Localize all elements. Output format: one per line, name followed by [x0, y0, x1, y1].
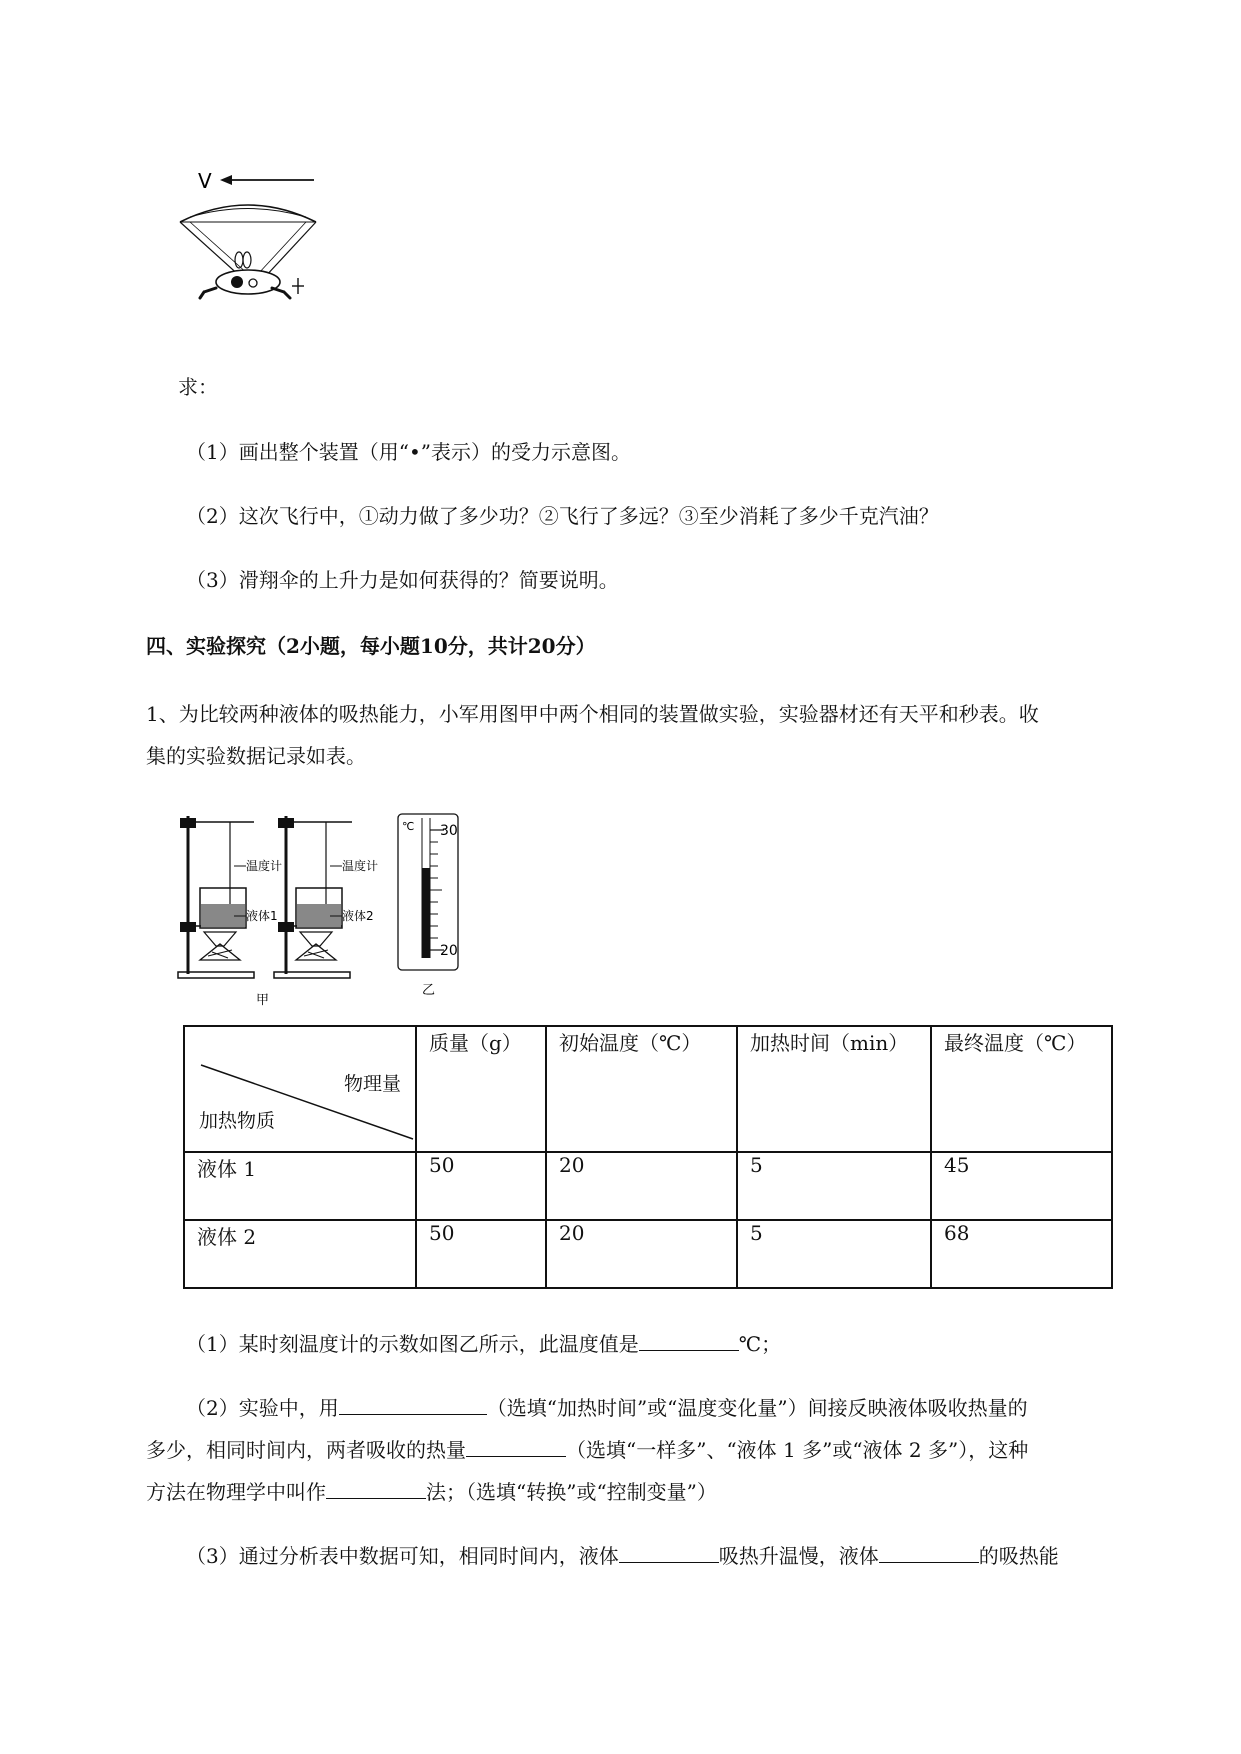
question-2: （2）这次飞行中，①动力做了多少功？②飞行了多远？③至少消耗了多少千克汽油？ [186, 504, 939, 528]
sub-question-2-line2: 多少，相同时间内，两者吸收的热量 （选填“一样多”、“液体 1 多”或“液体 2 多”），这种 [146, 1434, 1028, 1464]
thermometer-scale [398, 814, 458, 970]
header-heating-time: 加热时间（min） [737, 1026, 931, 1152]
liquid-label-1: 液体1 [246, 909, 278, 923]
canopy [180, 205, 316, 222]
apparatus-2 [274, 816, 378, 978]
header-mass: 质量（g） [416, 1026, 546, 1152]
section-heading: 四、实验探究（2小题，每小题10分，共计20分） [146, 634, 596, 658]
sub-question-2-line1: （2）实验中，用 （选填“加热时间”或“温度变化量”）间接反映液体吸收热量的 [186, 1392, 1028, 1422]
table-row [184, 1152, 1112, 1220]
answer-blank[interactable] [619, 1540, 719, 1563]
diag-bottom-label: 加热物质 [199, 1110, 276, 1132]
table-cell: 68 [931, 1220, 1112, 1288]
intro-text: 求： [178, 375, 218, 399]
diag-top-label: 物理量 [343, 1073, 401, 1095]
answer-blank[interactable] [879, 1540, 979, 1563]
velocity-label: V [198, 169, 212, 193]
table-cell: 5 [737, 1220, 931, 1288]
sub-question-3: （3）通过分析表中数据可知，相同时间内，液体 吸热升温慢，液体 的吸热能 [186, 1540, 1059, 1570]
thermometer-label-2: 温度计 [342, 859, 379, 873]
question-3: （3）滑翔伞的上升力是如何获得的？简要说明。 [186, 568, 619, 592]
answer-blank[interactable] [326, 1476, 426, 1499]
thermometer-label-1: 温度计 [246, 859, 283, 873]
sub-question-2-line3: 方法在物理学中叫作 法；（选填“转换”或“控制变量”） [146, 1476, 717, 1506]
table-cell: 液体 2 [184, 1220, 416, 1288]
scale-top: 30 [440, 823, 458, 839]
answer-blank[interactable] [339, 1392, 487, 1415]
caption-yi: 乙 [422, 983, 436, 998]
table-cell: 50 [416, 1220, 546, 1288]
table-header-row [184, 1026, 1112, 1152]
cart [216, 270, 280, 294]
caption-jia: 甲 [256, 993, 270, 1008]
experiment-figure [174, 808, 504, 1018]
sub-question-1: （1）某时刻温度计的示数如图乙所示，此温度值是 ℃； [186, 1328, 781, 1358]
liquid-label-2: 液体2 [342, 909, 374, 923]
table-cell: 45 [931, 1152, 1112, 1220]
apparatus-1 [178, 816, 282, 978]
scale-bottom: 20 [440, 943, 458, 959]
answer-blank[interactable] [466, 1434, 566, 1457]
scale-unit: ℃ [402, 820, 415, 833]
problem1-line1: 1、为比较两种液体的吸热能力，小军用图甲中两个相同的装置做实验，实验器材还有天平和秒表。收 [146, 702, 1039, 726]
problem1-line2: 集的实验数据记录如表。 [146, 744, 366, 768]
velocity-arrowhead [220, 175, 232, 185]
diagonal-header-cell [184, 1026, 416, 1152]
data-table [183, 1025, 1113, 1289]
table-cell: 5 [737, 1152, 931, 1220]
table-row [184, 1220, 1112, 1288]
table-cell: 20 [546, 1152, 737, 1220]
header-initial-temp: 初始温度（℃） [546, 1026, 737, 1152]
question-1: （1）画出整个装置（用“•”表示）的受力示意图。 [186, 440, 631, 464]
paraglider-figure [170, 160, 350, 320]
table-cell: 20 [546, 1220, 737, 1288]
header-final-temp: 最终温度（℃） [931, 1026, 1112, 1152]
answer-blank[interactable] [639, 1328, 739, 1351]
table-cell: 液体 1 [184, 1152, 416, 1220]
table-cell: 50 [416, 1152, 546, 1220]
